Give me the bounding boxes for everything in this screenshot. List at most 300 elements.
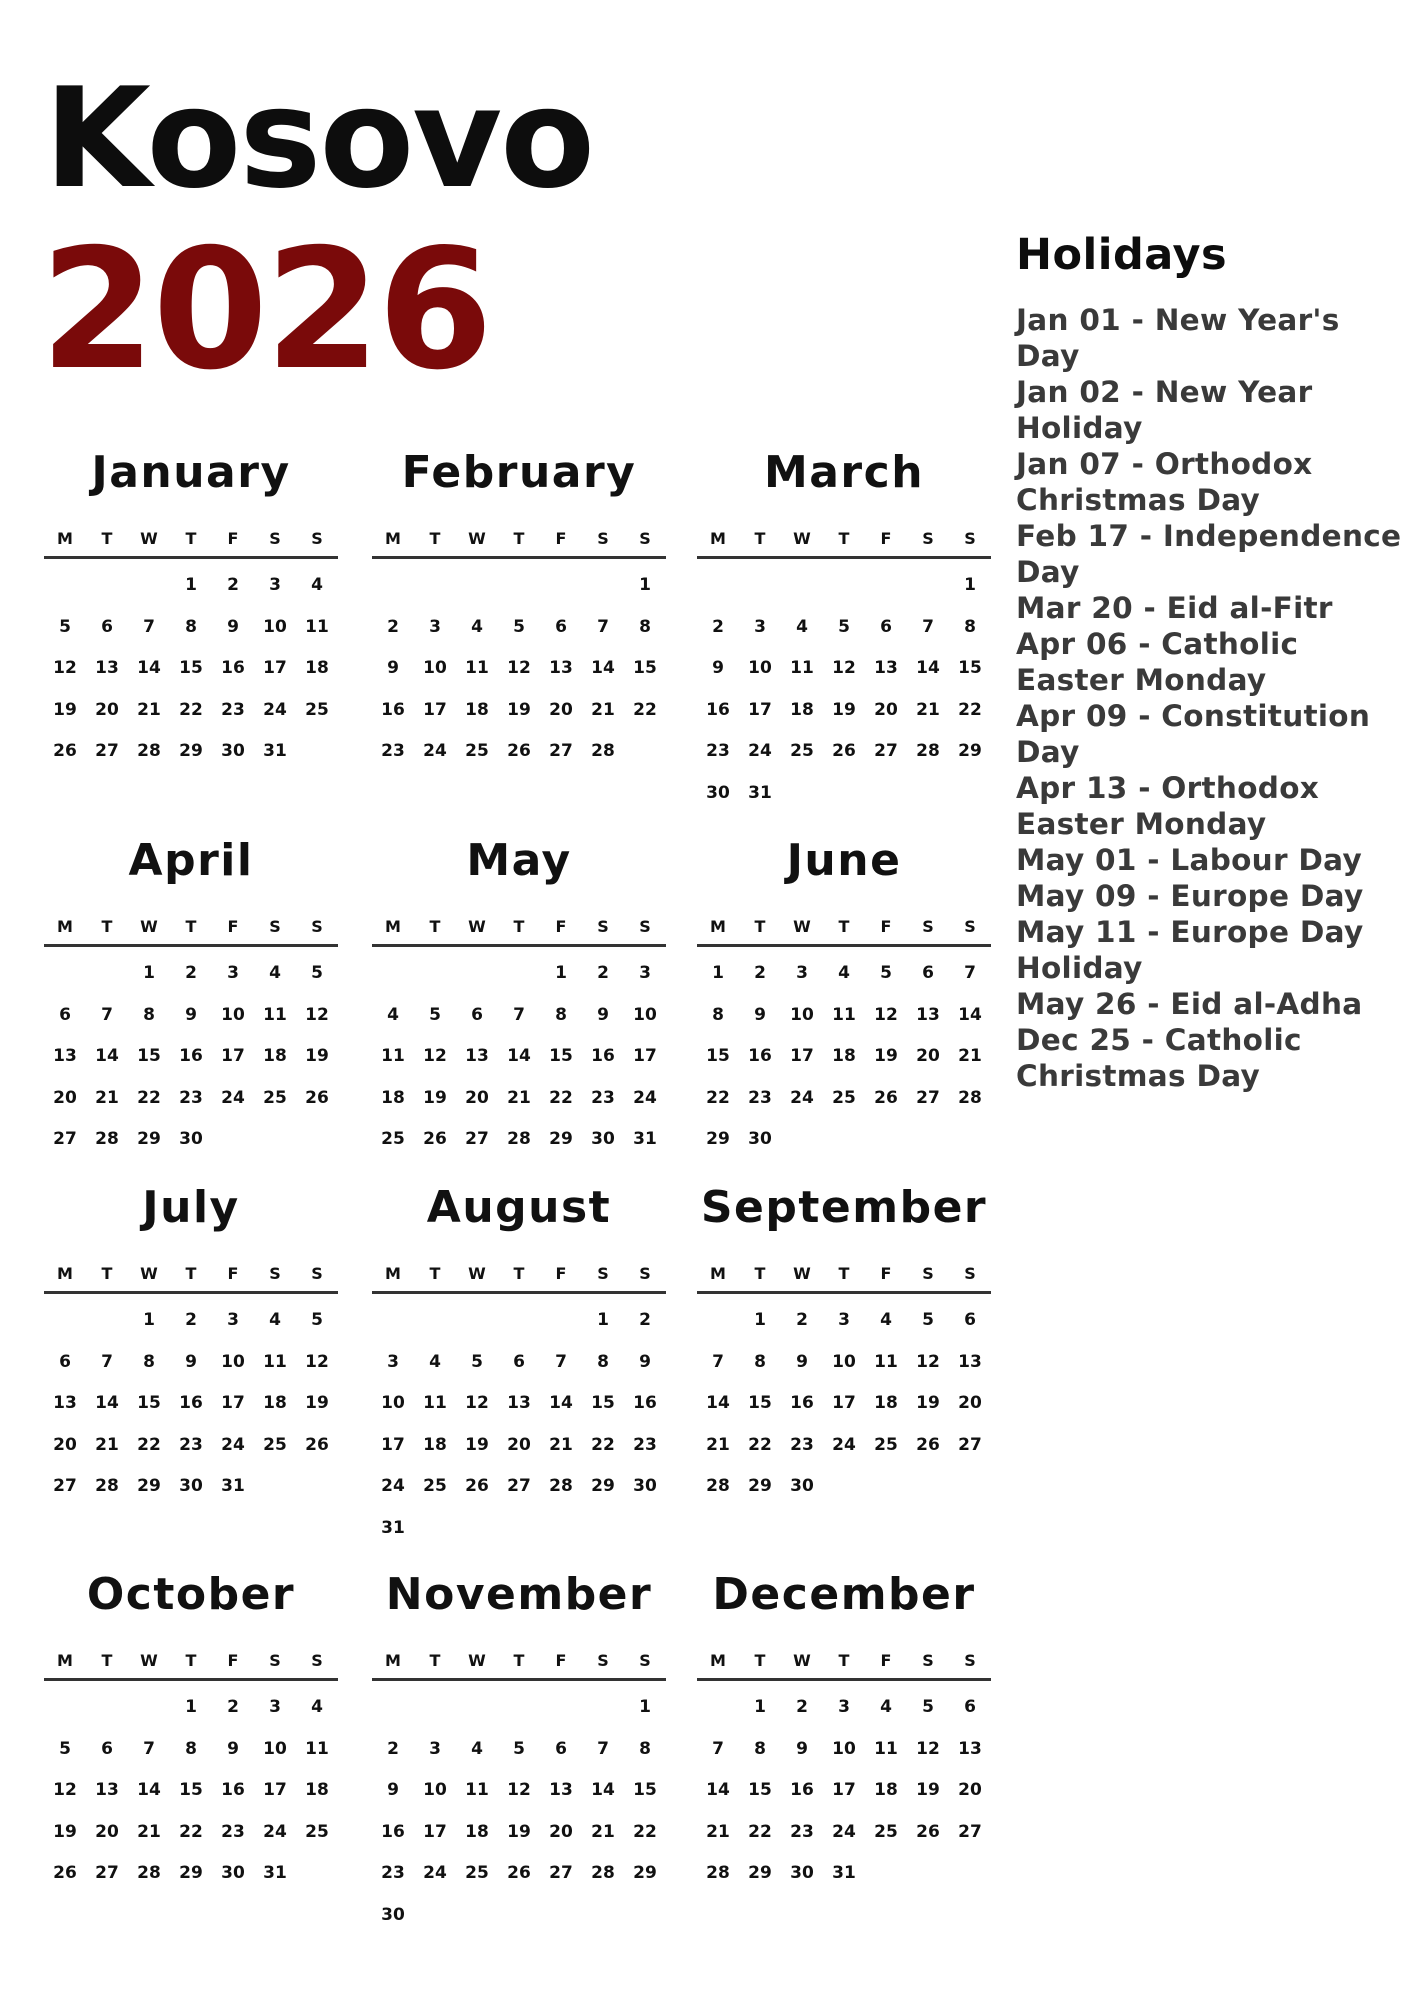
day-cell: 27 (549, 741, 573, 761)
day-cell: 28 (916, 741, 940, 761)
weekday-label: T (838, 916, 850, 936)
weekday-label: T (429, 916, 441, 936)
weekday-label: M (57, 1650, 73, 1670)
empty-day-cell (540, 1687, 582, 1729)
day-cell: 28 (549, 1476, 573, 1496)
day-cell: 13 (465, 1046, 489, 1066)
month-january (44, 442, 338, 773)
day-cell: 30 (221, 1863, 245, 1883)
weekday-label: S (639, 1650, 651, 1670)
weekday-label: T (838, 528, 850, 548)
day-cell: 2 (712, 616, 724, 637)
day-cell: 26 (305, 1434, 329, 1455)
weekday-label: F (880, 1650, 892, 1670)
day-cell: 11 (465, 1780, 489, 1800)
day-cell: 17 (263, 1780, 287, 1800)
day-cell: 5 (59, 1738, 71, 1759)
day-cell: 17 (748, 699, 772, 720)
day-cell: 10 (263, 616, 287, 637)
day-cell: 2 (754, 963, 766, 983)
day-cell: 20 (549, 1821, 573, 1842)
day-cell: 30 (748, 1129, 772, 1149)
day-cell: 10 (263, 1738, 287, 1759)
day-grid (697, 1300, 991, 1508)
day-cell: 29 (748, 1863, 772, 1883)
day-cell: 6 (101, 1738, 113, 1759)
day-cell: 3 (227, 963, 239, 983)
weekday-label: S (269, 1650, 281, 1670)
day-cell: 24 (221, 1087, 245, 1108)
day-cell: 1 (597, 1310, 609, 1330)
weekday-label: W (140, 1263, 158, 1283)
day-cell: 27 (95, 741, 119, 761)
day-cell: 29 (137, 1476, 161, 1496)
weekday-label: T (838, 1263, 850, 1283)
holiday-item: May 01 - Labour Day (1016, 843, 1363, 877)
day-cell: 23 (221, 1821, 245, 1842)
month-name: August (426, 1182, 612, 1233)
weekday-label: W (468, 528, 486, 548)
day-grid (697, 953, 991, 1161)
day-cell: 11 (305, 616, 329, 637)
empty-day-cell (498, 565, 540, 607)
day-cell: 27 (53, 1476, 77, 1496)
day-cell: 25 (465, 741, 489, 761)
holiday-item: May 26 - Eid al-Adha (1016, 987, 1363, 1021)
day-cell: 22 (137, 1434, 161, 1455)
day-cell: 13 (507, 1393, 531, 1413)
weekday-label: M (385, 528, 401, 548)
weekday-label: S (597, 916, 609, 936)
day-cell: 16 (221, 658, 245, 678)
day-cell: 21 (95, 1087, 119, 1108)
day-cell: 18 (263, 1393, 287, 1413)
day-cell: 20 (95, 1821, 119, 1842)
day-cell: 9 (597, 1004, 609, 1025)
month-name: May (466, 835, 572, 886)
month-name: December (712, 1569, 976, 1620)
day-cell: 26 (507, 1863, 531, 1883)
day-cell: 29 (591, 1476, 615, 1496)
day-cell: 13 (549, 1780, 573, 1800)
day-cell: 16 (221, 1780, 245, 1800)
weekday-label: W (468, 916, 486, 936)
day-cell: 1 (754, 1697, 766, 1717)
day-cell: 25 (305, 1821, 329, 1842)
weekday-label: W (793, 1263, 811, 1283)
holiday-item: Jan 01 - New Year's Day (1016, 303, 1340, 373)
day-cell: 16 (706, 699, 730, 720)
day-cell: 22 (706, 1087, 730, 1108)
day-cell: 30 (633, 1476, 657, 1496)
weekday-label: T (838, 1650, 850, 1670)
weekday-label: W (793, 528, 811, 548)
day-cell: 9 (185, 1351, 197, 1372)
weekday-label: S (922, 1263, 934, 1283)
day-cell: 3 (838, 1310, 850, 1330)
weekday-label: S (269, 1263, 281, 1283)
month-name: June (786, 835, 902, 886)
holiday-item: Apr 13 - Orthodox Easter Monday (1016, 771, 1320, 841)
day-cell: 29 (179, 1863, 203, 1883)
day-cell: 5 (429, 1004, 441, 1025)
month-name: March (763, 447, 925, 498)
day-cell: 21 (137, 1821, 161, 1842)
day-cell: 20 (53, 1087, 77, 1108)
empty-day-cell (456, 565, 498, 607)
day-grid (697, 565, 991, 814)
day-cell: 7 (143, 1738, 155, 1759)
day-cell: 30 (179, 1129, 203, 1149)
day-cell: 30 (381, 1904, 405, 1925)
day-cell: 14 (591, 1780, 615, 1800)
day-cell: 6 (513, 1351, 525, 1372)
day-cell: 18 (423, 1434, 447, 1455)
month-december (697, 1564, 991, 1895)
month-name: January (91, 447, 291, 498)
empty-day-cell (697, 1687, 739, 1729)
day-cell: 8 (143, 1004, 155, 1025)
weekday-label: T (513, 1263, 525, 1283)
day-cell: 23 (591, 1087, 615, 1108)
day-cell: 17 (381, 1434, 405, 1455)
weekday-label: T (101, 1650, 113, 1670)
day-cell: 29 (137, 1129, 161, 1149)
day-cell: 25 (305, 699, 329, 720)
day-cell: 19 (53, 699, 77, 720)
weekday-label: S (597, 1650, 609, 1670)
weekday-label: S (597, 528, 609, 548)
holiday-list (1016, 302, 1406, 1094)
day-cell: 18 (832, 1046, 856, 1066)
day-cell: 31 (263, 741, 287, 761)
weekday-label: W (468, 1263, 486, 1283)
day-cell: 11 (874, 1738, 898, 1759)
day-cell: 18 (263, 1046, 287, 1066)
weekday-label: F (227, 1263, 239, 1283)
month-name: October (86, 1569, 296, 1620)
day-cell: 9 (185, 1004, 197, 1025)
weekday-label: F (555, 528, 567, 548)
day-cell: 2 (597, 963, 609, 983)
day-cell: 27 (507, 1476, 531, 1496)
day-cell: 3 (269, 1697, 281, 1717)
day-cell: 5 (311, 1310, 323, 1330)
day-cell: 18 (790, 699, 814, 720)
day-cell: 8 (143, 1351, 155, 1372)
weekday-label: T (754, 1650, 766, 1670)
weekday-label: W (793, 916, 811, 936)
day-cell: 31 (832, 1863, 856, 1883)
weekday-label: S (964, 1263, 976, 1283)
day-cell: 1 (639, 1697, 651, 1717)
weekday-label: S (269, 916, 281, 936)
day-cell: 2 (185, 1310, 197, 1330)
day-cell: 21 (137, 699, 161, 720)
day-cell: 18 (305, 658, 329, 678)
day-cell: 10 (832, 1738, 856, 1759)
day-cell: 19 (423, 1087, 447, 1108)
empty-day-cell (414, 1300, 456, 1342)
weekday-label: S (311, 1650, 323, 1670)
holidays-panel (1016, 230, 1406, 1094)
weekday-label: M (710, 528, 726, 548)
day-cell: 9 (227, 616, 239, 637)
day-grid (372, 565, 666, 773)
day-cell: 15 (549, 1046, 573, 1066)
weekday-label: S (597, 1263, 609, 1283)
day-cell: 17 (790, 1046, 814, 1066)
weekday-label: S (311, 528, 323, 548)
weekday-label: T (429, 1650, 441, 1670)
day-cell: 15 (633, 658, 657, 678)
day-cell: 22 (748, 1434, 772, 1455)
month-name: July (142, 1182, 240, 1233)
day-cell: 21 (706, 1821, 730, 1842)
day-cell: 10 (423, 658, 447, 678)
day-cell: 26 (423, 1129, 447, 1149)
day-cell: 11 (832, 1004, 856, 1025)
day-cell: 16 (790, 1393, 814, 1413)
weekday-header (372, 520, 666, 559)
month-april (44, 830, 338, 1161)
day-cell: 27 (916, 1087, 940, 1108)
day-cell: 12 (832, 658, 856, 678)
day-cell: 28 (958, 1087, 982, 1108)
weekday-label: S (964, 916, 976, 936)
day-cell: 28 (95, 1129, 119, 1149)
day-cell: 20 (958, 1780, 982, 1800)
day-cell: 18 (874, 1780, 898, 1800)
day-cell: 11 (305, 1738, 329, 1759)
day-cell: 5 (471, 1351, 483, 1372)
day-cell: 19 (832, 699, 856, 720)
day-cell: 8 (597, 1351, 609, 1372)
day-cell: 6 (964, 1310, 976, 1330)
day-cell: 30 (790, 1863, 814, 1883)
day-cell: 23 (748, 1087, 772, 1108)
day-cell: 9 (712, 658, 724, 678)
empty-day-cell (44, 1300, 86, 1342)
holiday-item: Apr 09 - Constitution Day (1016, 699, 1371, 769)
day-grid (372, 1687, 666, 1936)
day-cell: 14 (958, 1004, 982, 1025)
day-cell: 5 (311, 963, 323, 983)
day-cell: 26 (916, 1821, 940, 1842)
day-cell: 25 (465, 1863, 489, 1883)
weekday-label: T (754, 528, 766, 548)
day-cell: 18 (465, 1821, 489, 1842)
day-cell: 25 (263, 1087, 287, 1108)
day-cell: 7 (555, 1351, 567, 1372)
day-cell: 19 (507, 1821, 531, 1842)
day-cell: 27 (465, 1129, 489, 1149)
day-cell: 21 (507, 1087, 531, 1108)
day-cell: 17 (832, 1780, 856, 1800)
day-cell: 23 (179, 1087, 203, 1108)
day-cell: 29 (179, 741, 203, 761)
day-cell: 4 (387, 1004, 399, 1025)
day-cell: 22 (549, 1087, 573, 1108)
month-july (44, 1177, 338, 1508)
weekday-header (697, 1255, 991, 1294)
day-cell: 24 (381, 1476, 405, 1496)
day-cell: 6 (922, 963, 934, 983)
day-cell: 31 (381, 1517, 405, 1538)
day-grid (697, 1687, 991, 1895)
day-cell: 19 (916, 1780, 940, 1800)
day-cell: 11 (263, 1351, 287, 1372)
day-cell: 15 (179, 1780, 203, 1800)
weekday-header (697, 520, 991, 559)
day-cell: 9 (796, 1738, 808, 1759)
day-cell: 13 (549, 658, 573, 678)
day-cell: 21 (549, 1434, 573, 1455)
day-cell: 25 (423, 1476, 447, 1496)
weekday-label: S (922, 528, 934, 548)
empty-day-cell (414, 1687, 456, 1729)
day-cell: 20 (958, 1393, 982, 1413)
day-cell: 27 (958, 1821, 982, 1842)
day-cell: 13 (53, 1393, 77, 1413)
day-cell: 1 (754, 1310, 766, 1330)
day-cell: 8 (639, 616, 651, 637)
day-cell: 12 (916, 1351, 940, 1372)
day-cell: 5 (59, 616, 71, 637)
day-cell: 23 (221, 699, 245, 720)
day-cell: 21 (95, 1434, 119, 1455)
day-cell: 21 (591, 1821, 615, 1842)
empty-day-cell (44, 1687, 86, 1729)
day-cell: 11 (263, 1004, 287, 1025)
day-cell: 26 (832, 741, 856, 761)
day-cell: 8 (639, 1738, 651, 1759)
day-cell: 29 (748, 1476, 772, 1496)
day-cell: 23 (790, 1434, 814, 1455)
day-cell: 26 (53, 741, 77, 761)
day-cell: 7 (597, 1738, 609, 1759)
day-cell: 15 (706, 1046, 730, 1066)
day-cell: 26 (916, 1434, 940, 1455)
day-cell: 24 (423, 741, 447, 761)
weekday-label: W (140, 916, 158, 936)
empty-day-cell (582, 1687, 624, 1729)
empty-day-cell (498, 953, 540, 995)
day-cell: 15 (748, 1780, 772, 1800)
day-cell: 31 (221, 1476, 245, 1496)
day-cell: 21 (591, 699, 615, 720)
day-cell: 1 (143, 963, 155, 983)
day-cell: 10 (633, 1004, 657, 1025)
day-cell: 28 (591, 741, 615, 761)
holidays-heading: Holidays (1016, 230, 1228, 280)
day-cell: 15 (958, 658, 982, 678)
day-cell: 6 (964, 1697, 976, 1717)
empty-day-cell (128, 565, 170, 607)
weekday-label: W (468, 1650, 486, 1670)
day-cell: 30 (179, 1476, 203, 1496)
day-cell: 27 (53, 1129, 77, 1149)
day-cell: 24 (263, 1821, 287, 1842)
day-cell: 3 (227, 1310, 239, 1330)
day-cell: 13 (874, 658, 898, 678)
day-cell: 29 (706, 1129, 730, 1149)
empty-day-cell (697, 1300, 739, 1342)
day-cell: 19 (507, 699, 531, 720)
day-cell: 20 (95, 699, 119, 720)
weekday-label: W (140, 1650, 158, 1670)
day-cell: 1 (143, 1310, 155, 1330)
weekday-label: M (385, 916, 401, 936)
day-cell: 24 (423, 1863, 447, 1883)
day-cell: 8 (185, 1738, 197, 1759)
weekday-label: M (57, 916, 73, 936)
empty-day-cell (44, 953, 86, 995)
day-cell: 28 (137, 741, 161, 761)
month-october (44, 1564, 338, 1895)
day-cell: 12 (874, 1004, 898, 1025)
day-cell: 15 (748, 1393, 772, 1413)
month-may (372, 830, 666, 1161)
empty-day-cell (498, 1687, 540, 1729)
empty-day-cell (456, 1300, 498, 1342)
empty-day-cell (414, 953, 456, 995)
day-cell: 4 (796, 616, 808, 637)
day-cell: 23 (381, 741, 405, 761)
day-cell: 7 (712, 1738, 724, 1759)
day-cell: 19 (916, 1393, 940, 1413)
day-cell: 24 (748, 741, 772, 761)
empty-day-cell (86, 953, 128, 995)
weekday-label: M (385, 1263, 401, 1283)
month-march (697, 442, 991, 814)
day-cell: 10 (423, 1780, 447, 1800)
day-cell: 12 (53, 1780, 77, 1800)
day-cell: 19 (53, 1821, 77, 1842)
day-cell: 30 (591, 1129, 615, 1149)
day-cell: 14 (95, 1046, 119, 1066)
day-cell: 9 (387, 1780, 399, 1800)
weekday-label: T (185, 916, 197, 936)
day-cell: 20 (465, 1087, 489, 1108)
holiday-item: Dec 25 - Catholic Christmas Day (1016, 1023, 1302, 1093)
day-cell: 15 (137, 1046, 161, 1066)
day-cell: 30 (221, 741, 245, 761)
day-cell: 28 (95, 1476, 119, 1496)
day-cell: 3 (796, 963, 808, 983)
day-cell: 20 (53, 1434, 77, 1455)
day-cell: 4 (269, 963, 281, 983)
month-name: November (385, 1569, 653, 1620)
day-cell: 22 (137, 1087, 161, 1108)
weekday-label: T (429, 1263, 441, 1283)
day-cell: 25 (263, 1434, 287, 1455)
day-cell: 8 (754, 1351, 766, 1372)
day-cell: 12 (507, 658, 531, 678)
month-name: September (700, 1182, 988, 1233)
day-cell: 17 (221, 1393, 245, 1413)
day-cell: 8 (964, 616, 976, 637)
day-cell: 10 (221, 1351, 245, 1372)
day-cell: 8 (712, 1004, 724, 1025)
weekday-label: F (555, 1650, 567, 1670)
day-cell: 15 (137, 1393, 161, 1413)
day-cell: 19 (305, 1046, 329, 1066)
empty-day-cell (86, 1687, 128, 1729)
day-cell: 24 (263, 699, 287, 720)
day-grid (372, 1300, 666, 1549)
weekday-label: M (710, 1263, 726, 1283)
